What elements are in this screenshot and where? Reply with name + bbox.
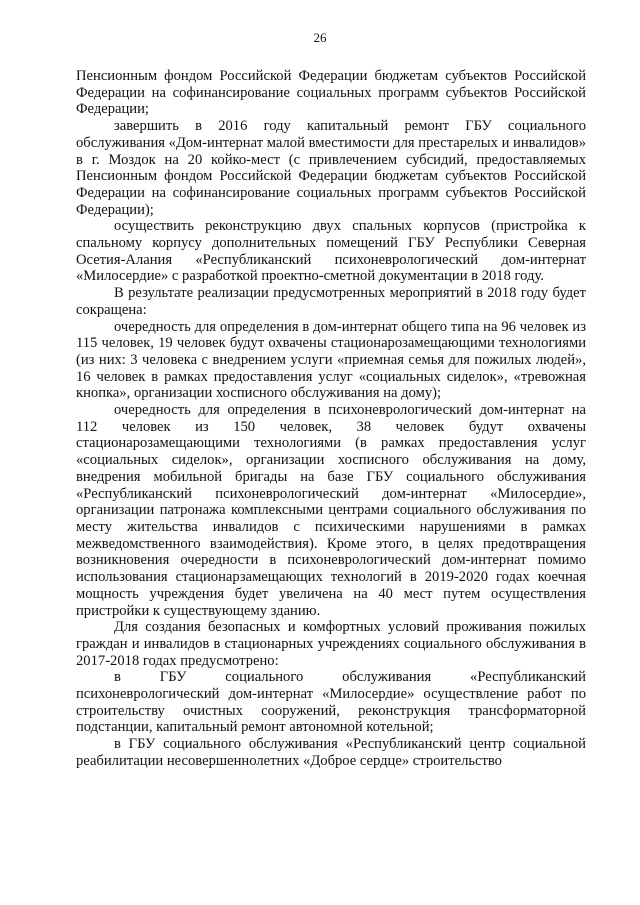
paragraph-dobroe-serdce: в ГБУ социального обслуживания «Республиканский центр социальной реабилитации несовершеннолетних «Доброе сердце» строительство — [76, 736, 586, 769]
paragraph-reconstruction: осуществить реконструкцию двух спальных корпусов (пристройка к спальному корпусу дополнительных помещений ГБУ Республики Северная Осетия-Алания «Республиканский психоневрологический дом-интернат «Милосердие» с разработкой проектно-сметной документации в 2018 году. — [76, 218, 586, 285]
paragraph-miloserdie-works: в ГБУ социального обслуживания «Республиканский психоневрологический дом-интернат «Милосердие» осуществление работ по строительству очистных сооружений, реконструкция трансформаторной подстанции, капитальный ремонт автономной котельной; — [76, 669, 586, 736]
paragraph-psycho-queue: очередность для определения в психоневрологический дом-интернат на 112 человек из 150 человек, 38 человек будут охвачены стационарозамещающими технологиями (в рамках предоставления услуг «социальных сиделок», организации хосписного обслуживания на дому, внедрения мобильной бригады на базе ГБУ социального обслуживания «Республиканский психоневрологический дом-интернат «Милосердие», организации патронажа комплексными центрами социального обслуживания по месту жительства инвалидов с психическими нарушениями в рамках межведомственного взаимодействия). Кроме этого, в целях предотвращения возникновения очередности в психоневрологический дом-интернат помимо использования стационарзамещающих технологий в 2019-2020 годах коечная мощность учреждения будет увеличена на 40 мест путем осуществления пристройки к существующему зданию. — [76, 402, 586, 619]
document-body — [76, 68, 586, 770]
paragraph-general-queue: очередность для определения в дом-интернат общего типа на 96 человек из 115 человек, 19 человек будут охвачены стационарозамещающими технологиями (из них: 3 человека с внедрением услуги «приемная семья для пожилых людей», 16 человек в рамках предоставления услуг «социальных сиделок», «тревожная кнопка», организации хосписного обслуживания на дому); — [76, 318, 586, 402]
paragraph-results-intro: В результате реализации предусмотренных мероприятий в 2018 году будет сокращена: — [76, 285, 586, 318]
paragraph-safe-conditions: Для создания безопасных и комфортных условий проживания пожилых граждан и инвалидов в стационарных учреждениях социального обслуживания в 2017-2018 годах предусмотрено: — [76, 619, 586, 669]
paragraph-continuation: Пенсионным фондом Российской Федерации бюджетам субъектов Российской Федерации на софинансирование социальных программ субъектов Российской Федерации; — [76, 68, 586, 118]
paragraph-moздok-repair: завершить в 2016 году капитальный ремонт ГБУ социального обслуживания «Дом-интернат малой вместимости для престарелых и инвалидов» в г. Моздок на 20 койко-мест (с привлечением субсидий, предоставляемых Пенсионным фондом Российской Федерации бюджетам субъектов Российской Федерации на софинансирование социальных программ субъектов Российской Федерации); — [76, 118, 586, 218]
page-number: 26 — [313, 30, 327, 45]
